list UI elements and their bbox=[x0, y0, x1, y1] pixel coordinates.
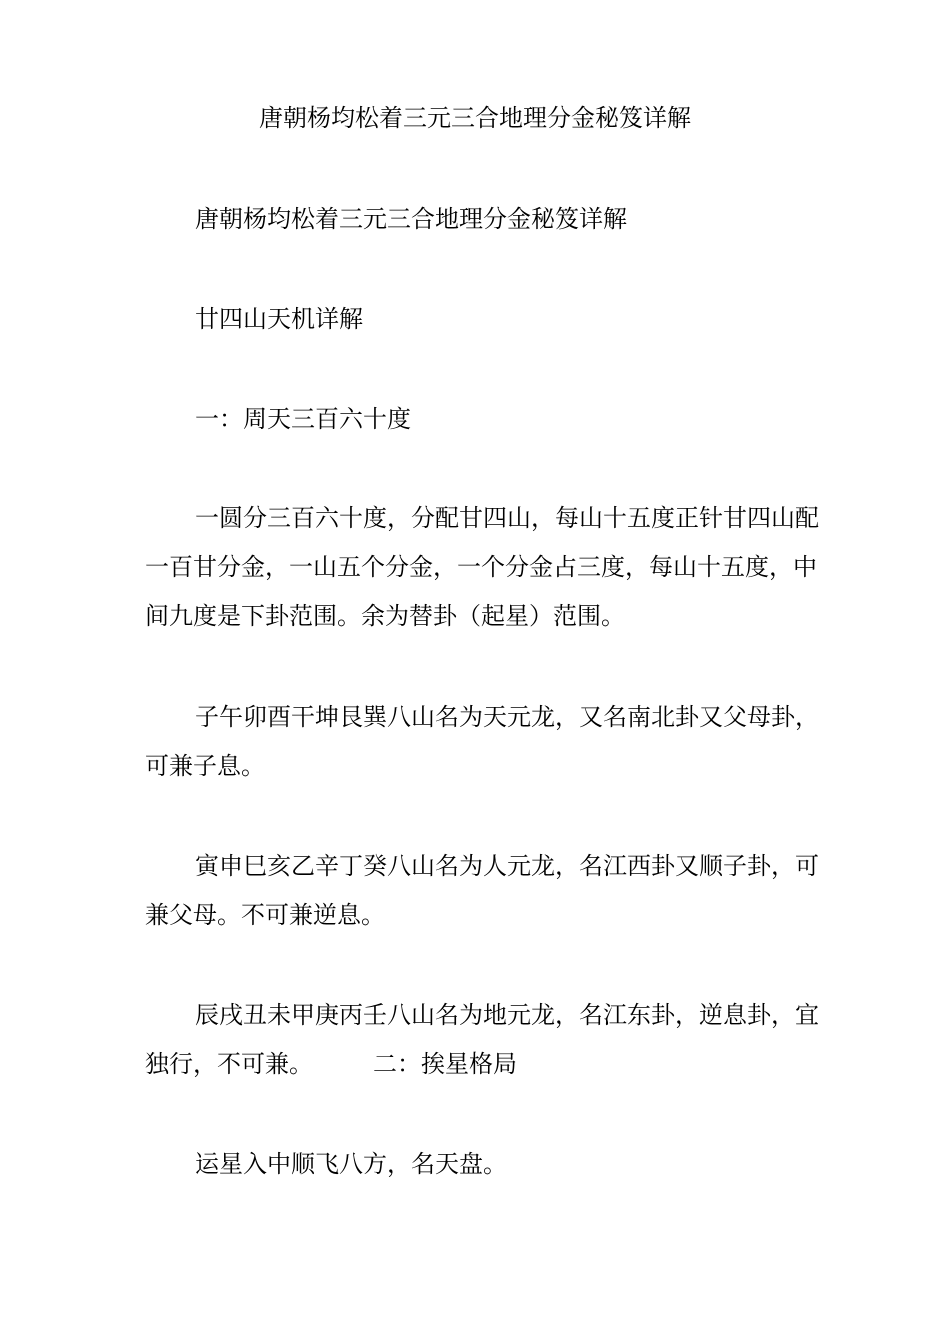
paragraph-repeat-title: 唐朝杨均松着三元三合地理分金秘笈详解 bbox=[195, 205, 627, 233]
paragraph-subheading-one: 一：周天三百六十度 bbox=[195, 405, 411, 433]
paragraph-degrees: 一圆分三百六十度，分配甘四山，每山十五度正针甘四山配一百甘分金，一山五个分金，一个分金占三度，每山十五度，中间九度是下卦范围。余为替卦（起星）范围。 bbox=[145, 504, 819, 630]
inline-heading-two: 二：挨星格局 bbox=[373, 1050, 517, 1078]
di-yuan-long-text: 辰戌丑未甲庚丙壬八山名为地元龙，名江东卦，逆息卦，宜独行，不可兼。 bbox=[145, 1001, 819, 1078]
paragraph-di-yuan-long bbox=[145, 991, 835, 1089]
paragraph-section-heading: 廿四山天机详解 bbox=[195, 305, 363, 333]
paragraph-tian-pan: 运星入中顺飞八方，名天盘。 bbox=[195, 1150, 507, 1178]
paragraph-tian-yuan-long: 子午卯酉干坤艮巽八山名为天元龙，又名南北卦又父母卦，可兼子息。 bbox=[145, 703, 819, 780]
document-title: 唐朝杨均松着三元三合地理分金秘笈详解 bbox=[259, 104, 691, 132]
paragraph-ren-yuan-long: 寅申巳亥乙辛丁癸八山名为人元龙，名江西卦又顺子卦，可兼父母。不可兼逆息。 bbox=[145, 852, 819, 929]
